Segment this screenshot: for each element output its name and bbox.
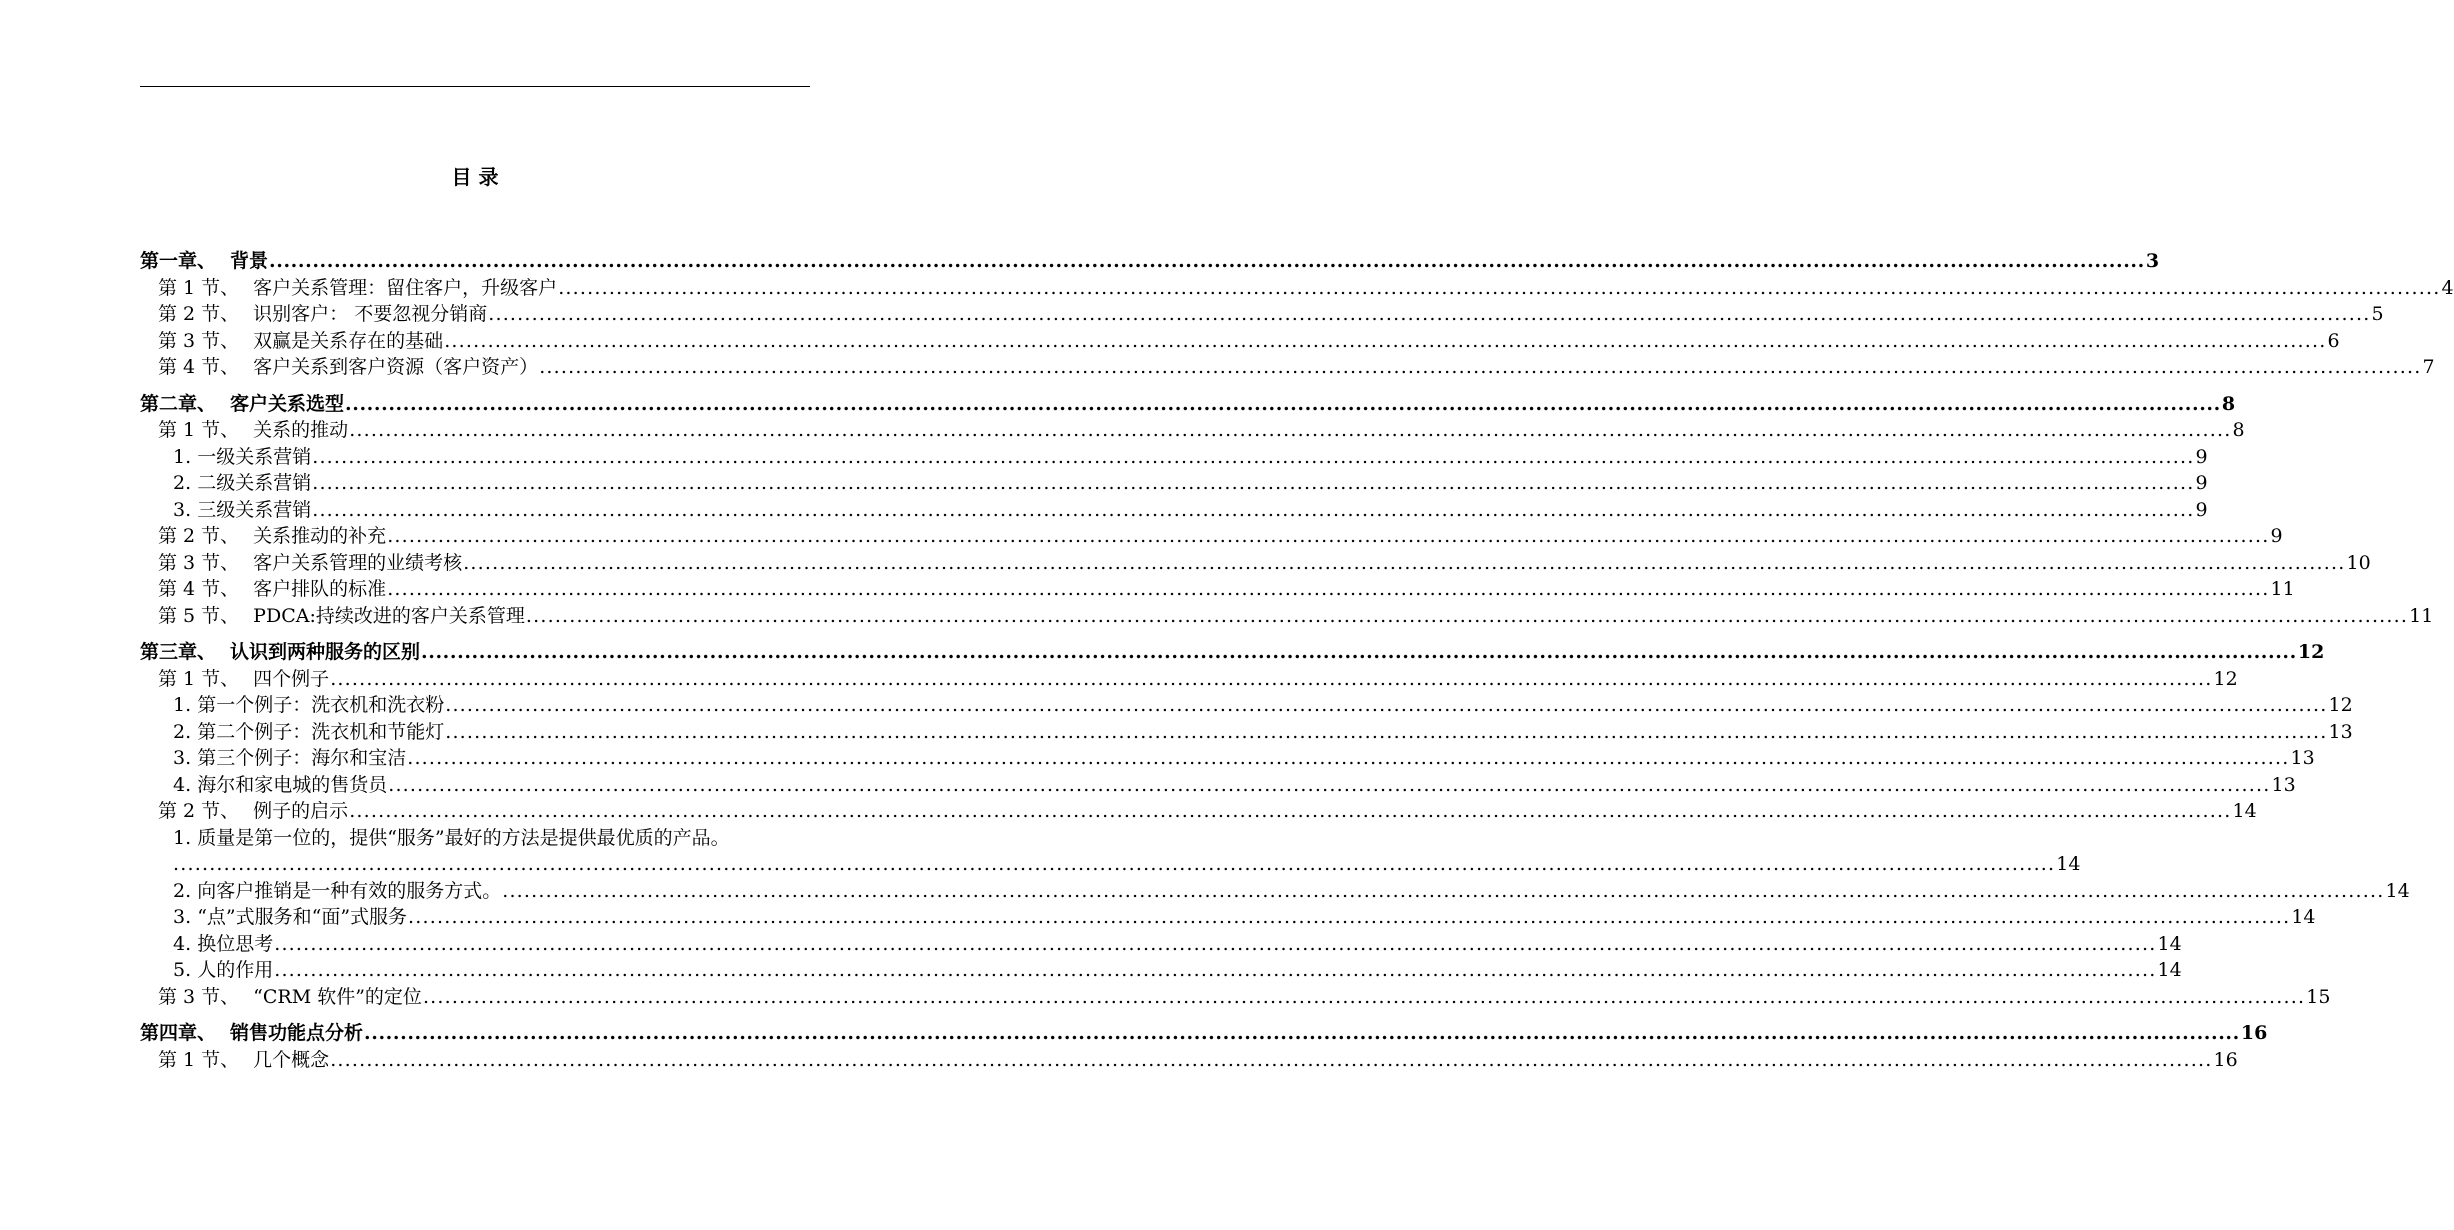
toc-entry-page: 9 xyxy=(2270,525,2283,547)
toc-entry-text: 双赢是关系存在的基础 xyxy=(253,329,444,352)
dot-leader: .................................................................................................................................................................................................................................................................... xyxy=(407,747,2290,769)
toc-item-entry[interactable] xyxy=(140,878,2410,905)
toc-entry-label xyxy=(158,603,525,630)
toc-entry-page: 12 xyxy=(2328,694,2353,716)
toc-entry-label xyxy=(158,328,443,355)
dot-leader: .................................................................................................................................................................................................................................................................... xyxy=(525,604,2409,627)
dot-leader: .................................................................................................................................................................................................................................................................... xyxy=(463,551,2346,574)
toc-title: 目 录 xyxy=(451,165,499,189)
toc-entry-text: 四个例子 xyxy=(253,667,330,690)
toc-entry-text: 人的作用 xyxy=(197,959,274,981)
toc-entry-number: 第 1 节、 xyxy=(158,1048,240,1071)
toc-entry-page: 14 xyxy=(2157,959,2182,981)
toc-entry-number: 2. xyxy=(173,472,192,494)
toc-entry-text: 识别客户： 不要忽视分销商 xyxy=(253,303,488,325)
toc-section-entry[interactable] xyxy=(140,666,2238,693)
toc-entry-label xyxy=(140,391,344,418)
dot-leader: .................................................................................................................................................................................................................................................................... xyxy=(445,694,2328,716)
toc-entry-label xyxy=(158,550,462,577)
dot-leader: .................................................................................................................................................................................................................................................................... xyxy=(387,578,2270,600)
toc-entry-label xyxy=(173,904,407,931)
toc-entry-text: 海尔和家电城的售货员 xyxy=(197,773,388,796)
toc-item-entry[interactable] xyxy=(140,719,2353,746)
toc-chapter-entry[interactable] xyxy=(140,391,2236,418)
toc-entry-number: 4. xyxy=(173,932,192,955)
toc-entry-page: 15 xyxy=(2306,985,2331,1008)
toc-entry-number: 第 4 节、 xyxy=(158,356,240,378)
toc-entry-number: 1. xyxy=(173,694,192,716)
toc-chapter-entry[interactable] xyxy=(140,248,2160,275)
toc-section-entry[interactable] xyxy=(140,354,2435,381)
toc-entry-label xyxy=(173,497,311,524)
toc-entry-text: 三级关系营销 xyxy=(197,498,312,521)
toc-entry-page: 12 xyxy=(2213,667,2238,690)
toc-entry-number: 1. xyxy=(173,445,192,468)
toc-entry-text: 第一个例子：洗衣机和洗衣粉 xyxy=(197,694,445,716)
toc-entry-label xyxy=(158,417,348,444)
toc-entry-page: 9 xyxy=(2195,498,2208,521)
toc-entry-page: 14 xyxy=(2232,800,2257,822)
toc-entry-number: 4. xyxy=(173,773,192,796)
toc-entry-label xyxy=(158,798,348,825)
toc-chapter-entry[interactable] xyxy=(140,1020,2268,1047)
toc-entry-page: 13 xyxy=(2328,720,2353,743)
toc-entry-text: 第三个例子：海尔和宝洁 xyxy=(197,747,407,769)
toc-entry-page: 5 xyxy=(2371,303,2384,325)
toc-entry-page: 14 xyxy=(2291,906,2316,928)
toc-entry-number: 2. xyxy=(173,879,192,902)
toc-entry-page: 10 xyxy=(2346,551,2371,574)
toc-entry-label xyxy=(140,1020,363,1047)
dot-leader: .................................................................................................................................................................................................................................................................... xyxy=(274,932,2157,955)
toc-entry-number: 第 1 节、 xyxy=(158,667,240,690)
toc-entry-number: 第 1 节、 xyxy=(158,419,240,441)
toc-entry-label xyxy=(173,745,406,772)
toc-entry-page: 11 xyxy=(2270,578,2295,600)
toc-entry-page: 9 xyxy=(2195,445,2208,468)
dot-leader: .................................................................................................................................................................................................................................................................... xyxy=(387,525,2270,547)
toc-section-entry[interactable] xyxy=(140,984,2331,1011)
toc-entry-label xyxy=(173,825,730,852)
toc-item-entry[interactable] xyxy=(140,470,2208,497)
toc-entry-number: 第 3 节、 xyxy=(158,985,240,1008)
dot-leader: .................................................................................................................................................................................................................................................................... xyxy=(539,356,2422,378)
toc-entry-text: 客户关系选型 xyxy=(230,392,345,415)
toc-entry-text: 第二个例子：洗衣机和节能灯 xyxy=(197,720,445,743)
toc-entry-continuation[interactable] xyxy=(140,851,2081,878)
toc-entry-text: 换位思考 xyxy=(197,932,274,955)
toc-entry-page: 13 xyxy=(2271,773,2296,796)
dot-leader: .................................................................................................................................................................................................................................................................... xyxy=(330,667,2213,690)
toc-entry-number: 第 3 节、 xyxy=(158,329,240,352)
toc-entry-text: 销售功能点分析 xyxy=(230,1022,364,1044)
toc-entry-text: 几个概念 xyxy=(253,1048,330,1071)
toc-entry-page: 16 xyxy=(2213,1048,2238,1071)
toc-entry-label xyxy=(173,957,273,984)
dot-leader: .................................................................................................................................................................................................................................................................... xyxy=(345,392,2221,415)
toc-entry-label xyxy=(158,666,329,693)
toc-entry-text: 二级关系营销 xyxy=(197,472,312,494)
toc-entry-label xyxy=(140,639,420,666)
toc-item-entry[interactable] xyxy=(140,825,810,852)
toc-section-entry[interactable] xyxy=(140,1047,2238,1074)
toc-entry-page: 13 xyxy=(2290,747,2315,769)
toc-entry-text: 关系的推动 xyxy=(253,419,349,441)
toc-entry-label xyxy=(173,470,311,497)
toc-entry-text: “CRM 软件”的定位 xyxy=(253,985,422,1008)
dot-leader: .................................................................................................................................................................................................................................................................... xyxy=(312,498,2195,521)
toc-item-entry[interactable] xyxy=(140,931,2182,958)
toc-entry-page: 11 xyxy=(2409,604,2434,627)
toc-entry-label xyxy=(158,275,557,302)
toc-entry-text: 认识到两种服务的区别 xyxy=(230,641,421,663)
toc-entry-label xyxy=(158,523,386,550)
toc-entry-text: 客户关系管理的业绩考核 xyxy=(253,551,463,574)
dot-leader: .................................................................................................................................................................................................................................................................... xyxy=(444,329,2327,352)
dot-leader: .................................................................................................................................................................................................................................................................... xyxy=(269,250,2145,272)
toc-entry-page: 7 xyxy=(2422,356,2435,378)
toc-item-entry[interactable] xyxy=(140,444,2208,471)
toc-entry-page: 12 xyxy=(2297,641,2325,663)
toc-section-entry[interactable] xyxy=(140,550,2371,577)
toc-section-entry[interactable] xyxy=(140,798,2257,825)
toc-item-entry[interactable] xyxy=(140,692,2353,719)
dot-leader: .................................................................................................................................................................................................................................................................... xyxy=(421,641,2297,663)
header-rule xyxy=(140,86,810,87)
dot-leader: .................................................................................................................................................................................................................................................................... xyxy=(422,985,2306,1008)
toc-section-entry[interactable] xyxy=(140,328,2340,355)
dot-leader: .................................................................................................................................................................................................................................................................... xyxy=(330,1048,2213,1071)
toc-entry-text: “点”式服务和“面”式服务 xyxy=(197,906,408,928)
toc-entry-text: 向客户推销是一种有效的服务方式。 xyxy=(197,879,502,902)
toc-entry-number: 第 1 节、 xyxy=(158,276,240,299)
toc-entry-number: 2. xyxy=(173,720,192,743)
dot-leader: .................................................................................................................................................................................................................................................................... xyxy=(274,959,2157,981)
toc-entry-label xyxy=(173,772,387,799)
toc-entry-number: 3. xyxy=(173,498,192,521)
toc-section-entry[interactable] xyxy=(140,576,2295,603)
toc-entry-number: 第二章、 xyxy=(140,392,217,415)
toc-entry-number: 第 2 节、 xyxy=(158,303,240,325)
table-of-contents xyxy=(140,248,2454,1073)
toc-entry-text: 背景 xyxy=(230,250,269,272)
toc-item-entry[interactable] xyxy=(140,745,2315,772)
toc-entry-text: 客户关系到客户资源（客户资产） xyxy=(253,356,539,378)
toc-entry-page: 3 xyxy=(2145,250,2160,272)
toc-entry-text: 客户排队的标准 xyxy=(253,578,387,600)
toc-entry-page: 8 xyxy=(2221,392,2236,415)
dot-leader: .................................................................................................................................................................................................................................................................... xyxy=(558,276,2441,299)
dot-leader: .................................................................................................................................................................................................................................................................... xyxy=(488,303,2371,325)
toc-entry-text: 质量是第一位的，提供“服务”最好的方法是提供最优质的产品。 xyxy=(197,826,730,849)
toc-entry-page: 14 xyxy=(2056,853,2081,875)
dot-leader: .................................................................................................................................................................................................................................................................... xyxy=(312,445,2195,468)
toc-item-entry[interactable] xyxy=(140,957,2182,984)
dot-leader: .................................................................................................................................................................................................................................................................... xyxy=(445,720,2328,743)
toc-entry-number: 第 5 节、 xyxy=(158,604,240,627)
toc-entry-page: 16 xyxy=(2240,1022,2268,1044)
toc-entry-number: 5. xyxy=(173,959,192,981)
toc-entry-number: 第 2 节、 xyxy=(158,525,240,547)
toc-entry-number: 第 4 节、 xyxy=(158,578,240,600)
toc-section-entry[interactable] xyxy=(140,417,2245,444)
toc-section-entry[interactable] xyxy=(140,523,2283,550)
toc-item-entry[interactable] xyxy=(140,772,2296,799)
toc-entry-text: 一级关系营销 xyxy=(197,445,312,468)
dot-leader: .................................................................................................................................................................................................................................................................... xyxy=(364,1022,2240,1044)
toc-entry-number: 1. xyxy=(173,826,192,849)
toc-entry-label xyxy=(173,444,311,471)
toc-entry-label xyxy=(158,984,422,1011)
dot-leader: .................................................................................................................................................................................................................................................................... xyxy=(349,419,2232,441)
toc-entry-label xyxy=(173,692,444,719)
toc-item-entry[interactable] xyxy=(140,904,2316,931)
toc-entry-label xyxy=(173,719,444,746)
toc-entry-text: 关系推动的补充 xyxy=(253,525,387,547)
dot-leader: .................................................................................................................................................................................................................................................................... xyxy=(349,800,2232,822)
toc-entry-number: 第 3 节、 xyxy=(158,551,240,574)
toc-chapter-entry[interactable] xyxy=(140,639,2325,666)
toc-entry-number: 3. xyxy=(173,906,192,928)
toc-entry-page: 14 xyxy=(2385,879,2410,902)
toc-entry-number: 第 2 节、 xyxy=(158,800,240,822)
toc-entry-page: 14 xyxy=(2157,932,2182,955)
toc-entry-page: 9 xyxy=(2195,472,2208,494)
toc-entry-text: PDCA:持续改进的客户关系管理 xyxy=(253,604,525,627)
toc-entry-label xyxy=(158,301,487,328)
toc-entry-label xyxy=(158,354,538,381)
dot-leader: .................................................................................................................................................................................................................................................................... xyxy=(312,472,2195,494)
toc-entry-label xyxy=(140,248,268,275)
toc-entry-page: 6 xyxy=(2327,329,2340,352)
dot-leader: .................................................................................................................................................................................................................................................................... xyxy=(408,906,2291,928)
toc-entry-label xyxy=(158,576,386,603)
toc-entry-page: 4 xyxy=(2441,276,2454,299)
toc-entry-text: 例子的启示 xyxy=(253,800,349,822)
toc-entry-text: 客户关系管理：留住客户，升级客户 xyxy=(253,276,558,299)
toc-section-entry[interactable] xyxy=(140,603,2434,630)
toc-section-entry[interactable] xyxy=(140,301,2384,328)
toc-section-entry[interactable] xyxy=(140,275,2454,302)
dot-leader: .................................................................................................................................................................................................................................................................... xyxy=(173,853,2056,875)
toc-item-entry[interactable] xyxy=(140,497,2208,524)
toc-entry-label xyxy=(173,931,273,958)
toc-entry-page: 8 xyxy=(2232,419,2245,441)
toc-entry-number: 3. xyxy=(173,747,192,769)
toc-entry-number: 第三章、 xyxy=(140,641,217,663)
toc-entry-label xyxy=(158,1047,329,1074)
toc-entry-label xyxy=(173,878,501,905)
dot-leader: .................................................................................................................................................................................................................................................................... xyxy=(388,773,2271,796)
toc-entry-number: 第一章、 xyxy=(140,250,217,272)
dot-leader: .................................................................................................................................................................................................................................................................... xyxy=(502,879,2385,902)
toc-entry-number: 第四章、 xyxy=(140,1022,217,1044)
